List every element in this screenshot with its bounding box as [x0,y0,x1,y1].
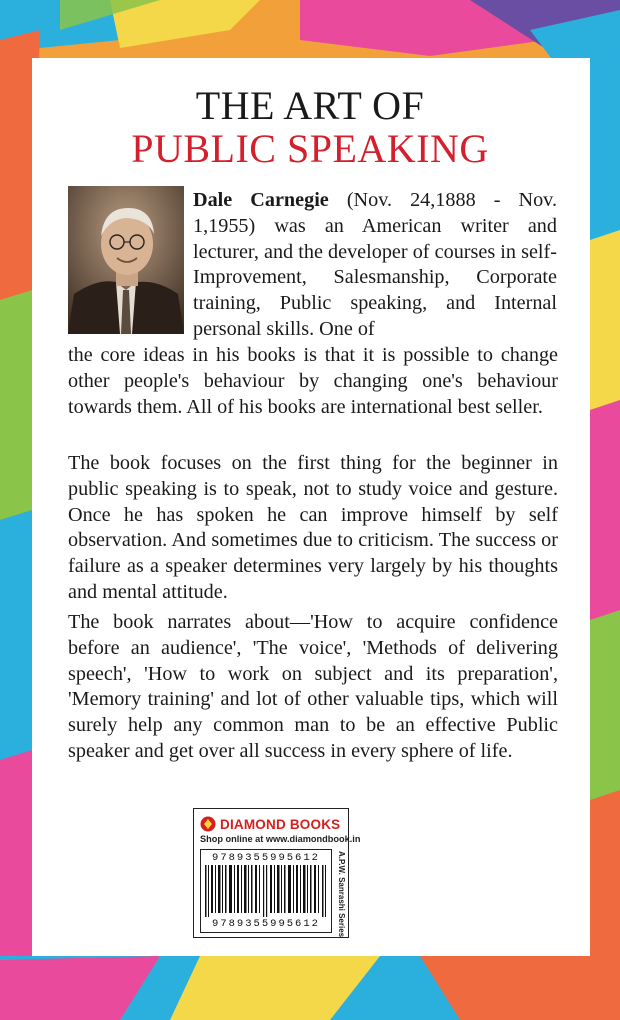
shop-online-text: Shop online at www.diamondbook.in [200,834,361,844]
book-description-paragraph-3: The book narrates about—'How to acquire confidence before an audience', 'The voice', 'Methods of delivering speech', 'How to work on subject and its preparation', 'Memory training' and lot of other valuable tips, which will surely help any common man to be an effective Public speaker and get over all success in every sphere of life. [68,611,558,762]
author-bio-bottom: the core ideas in his books is that it is possible to change other people's behaviour by changing one's behaviour towards them. All of his books are international best seller. [68,344,558,418]
title-line-2: PUBLIC SPEAKING [131,126,489,171]
publisher-barcode-box [193,808,361,938]
book-description-paragraph-2: The book focuses on the first thing for the beginner in public speaking is to speak, not to study voice and gesture. Once he has spoken he can improve himself by self observation. And sometimes due to criticism. The success or failure as a speaker determines very largely by his thoughts and mental attitude. [68,452,558,603]
isbn-top: 9789355995612 [212,852,320,864]
diamond-logo-icon [200,816,216,832]
author-portrait [68,186,184,334]
isbn-bottom: 9789355995612 [212,918,320,930]
barcode-bars [205,865,327,917]
author-bio-top [193,188,557,343]
publisher-logo [200,814,340,834]
barcode [200,849,332,933]
title-line-1: THE ART OF [195,83,425,128]
author-name: Dale Carnegie [193,189,329,211]
author-bio-text: (Nov. 24,1888 - Nov. 1,1955) was an American writer and lecturer, and the developer of courses in self-Improvement, Salesmanship, Corporate training, Public speaking, and Internal personal skills. One of [193,189,557,340]
publisher-name: DIAMOND BOOKS [220,816,341,832]
series-label: A.P.W. Sanrashi Series [337,851,346,938]
